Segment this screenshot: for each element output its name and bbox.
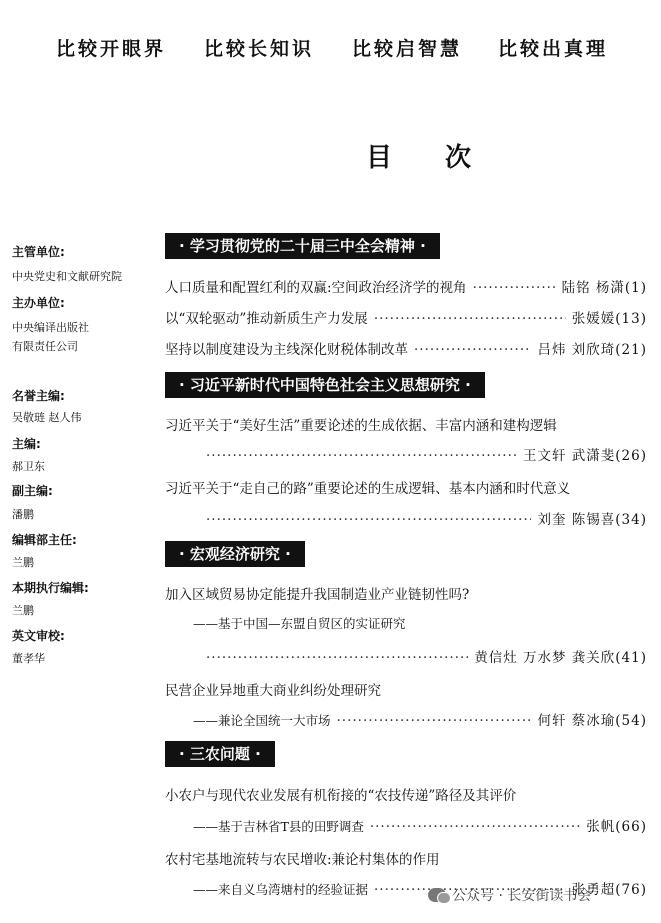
- toc-entry-subtitle[interactable]: [165, 815, 647, 835]
- sidebar-value-deputy-editor: 潘鹏: [12, 508, 34, 521]
- article-title: 小农户与现代农业发展有机衔接的“农技传递”路径及其评价: [165, 788, 517, 804]
- section-heading-plenum: · 学习贯彻党的二十届三中全会精神 ·: [165, 233, 440, 259]
- watermark-text: 公众号 · 长安街读书会: [452, 888, 592, 904]
- toc-entry-authors[interactable]: [200, 508, 647, 528]
- toc-entry-title[interactable]: [165, 784, 647, 804]
- sidebar-value-editor: 郝卫东: [12, 460, 45, 473]
- article-title: 习近平关于“走自己的路”重要论述的生成逻辑、基本内涵和时代意义: [165, 481, 571, 497]
- article-authors: 黄信灶 万水梦 龚关欣(41): [474, 650, 647, 666]
- toc-entry-title[interactable]: [165, 848, 647, 868]
- toc-entry[interactable]: [165, 276, 647, 296]
- article-authors: 王文轩 武潇斐(26): [522, 448, 647, 464]
- leader-dots: [206, 512, 531, 528]
- article-authors: 张媛媛(13): [571, 311, 647, 327]
- article-title: 以“双轮驱动”推动新质生产力发展: [165, 311, 368, 327]
- sidebar-label-issue-editor: 本期执行编辑:: [12, 581, 89, 595]
- leader-dots: [206, 650, 468, 666]
- leader-dots: [370, 819, 580, 835]
- watermark: [428, 885, 591, 905]
- toc-entry-subtitle: [165, 614, 647, 632]
- sidebar-label-supervisor: 主管单位:: [12, 245, 65, 259]
- article-authors: 吕炜 刘欣琦(21): [537, 342, 647, 358]
- sidebar-label-editor: 主编:: [12, 437, 41, 451]
- article-subtitle: ——来自义乌湾塘村的经验证据: [193, 882, 369, 897]
- article-subtitle: ——兼论全国统一大市场: [193, 713, 331, 728]
- toc-entry-subtitle[interactable]: [165, 709, 647, 729]
- toc-entry-authors[interactable]: [200, 646, 647, 666]
- page-title: 目 次: [366, 143, 494, 173]
- sidebar-value-sponsor-1: 中央编译出版社: [12, 321, 89, 334]
- toc-entry-title[interactable]: [165, 477, 647, 497]
- sidebar-value-supervisor: 中央党史和文献研究院: [12, 270, 122, 283]
- toc-entry-title[interactable]: [165, 583, 647, 603]
- article-authors: 陆铭 杨潇(1): [561, 280, 647, 296]
- leader-dots: [337, 713, 532, 729]
- sidebar-label-deputy-editor: 副主编:: [12, 484, 53, 498]
- sidebar-value-issue-editor: 兰鹏: [12, 604, 34, 617]
- sidebar-value-office-director: 兰鹏: [12, 556, 34, 569]
- article-authors: 刘奎 陈锡喜(34): [537, 512, 647, 528]
- toc-entry-title[interactable]: [165, 414, 647, 434]
- toc-entry-title[interactable]: [165, 679, 647, 699]
- toc-entry[interactable]: [165, 307, 647, 327]
- sidebar-value-sponsor-2: 有限责任公司: [12, 340, 78, 353]
- article-title: 民营企业异地重大商业纠纷处理研究: [165, 683, 381, 699]
- sidebar-label-english-proof: 英文审校:: [12, 629, 65, 643]
- article-title: 农村宅基地流转与农民增收:兼论村集体的作用: [165, 852, 440, 868]
- wechat-icon: [428, 888, 446, 902]
- leader-dots: [206, 448, 517, 464]
- article-title: 坚持以制度建设为主线深化财税体制改革: [165, 342, 408, 358]
- leader-dots: [473, 280, 556, 296]
- toc-entry-authors[interactable]: [200, 444, 647, 464]
- section-heading-agriculture: · 三农问题 ·: [165, 741, 275, 767]
- slogan-3: 比较启智慧: [352, 38, 463, 60]
- leader-dots: [374, 311, 566, 327]
- section-heading-macro: · 宏观经济研究 ·: [165, 541, 305, 567]
- article-authors: 何轩 蔡冰瑜(54): [537, 713, 647, 729]
- slogan-1: 比较开眼界: [56, 38, 167, 60]
- sidebar-label-honorary-editor: 名誉主编:: [12, 389, 65, 403]
- sidebar-value-honorary-editor: 吴敬琏 赵人伟: [12, 411, 82, 424]
- article-subtitle: ——基于吉林省T县的田野调查: [193, 819, 364, 834]
- article-authors: 张勇超(76): [571, 882, 647, 898]
- slogan-4: 比较出真理: [498, 38, 609, 60]
- toc-entry[interactable]: [165, 338, 647, 358]
- slogan-2: 比较长知识: [204, 38, 315, 60]
- leader-dots: [414, 342, 531, 358]
- article-authors: 张帆(66): [586, 819, 647, 835]
- article-title: 加入区域贸易协定能提升我国制造业产业链韧性吗?: [165, 587, 470, 603]
- sidebar-label-sponsor: 主办单位:: [12, 296, 65, 310]
- sidebar-value-english-proof: 董孝华: [12, 652, 45, 665]
- article-title: 习近平关于“美好生活”重要论述的生成依据、丰富内涵和建构逻辑: [165, 418, 557, 434]
- article-subtitle: ——基于中国—东盟自贸区的实证研究: [193, 616, 406, 631]
- article-title: 人口质量和配置红利的双赢:空间政治经济学的视角: [165, 280, 467, 296]
- section-heading-xi-thought: · 习近平新时代中国特色社会主义思想研究 ·: [165, 372, 485, 398]
- sidebar-label-office-director: 编辑部主任:: [12, 533, 77, 547]
